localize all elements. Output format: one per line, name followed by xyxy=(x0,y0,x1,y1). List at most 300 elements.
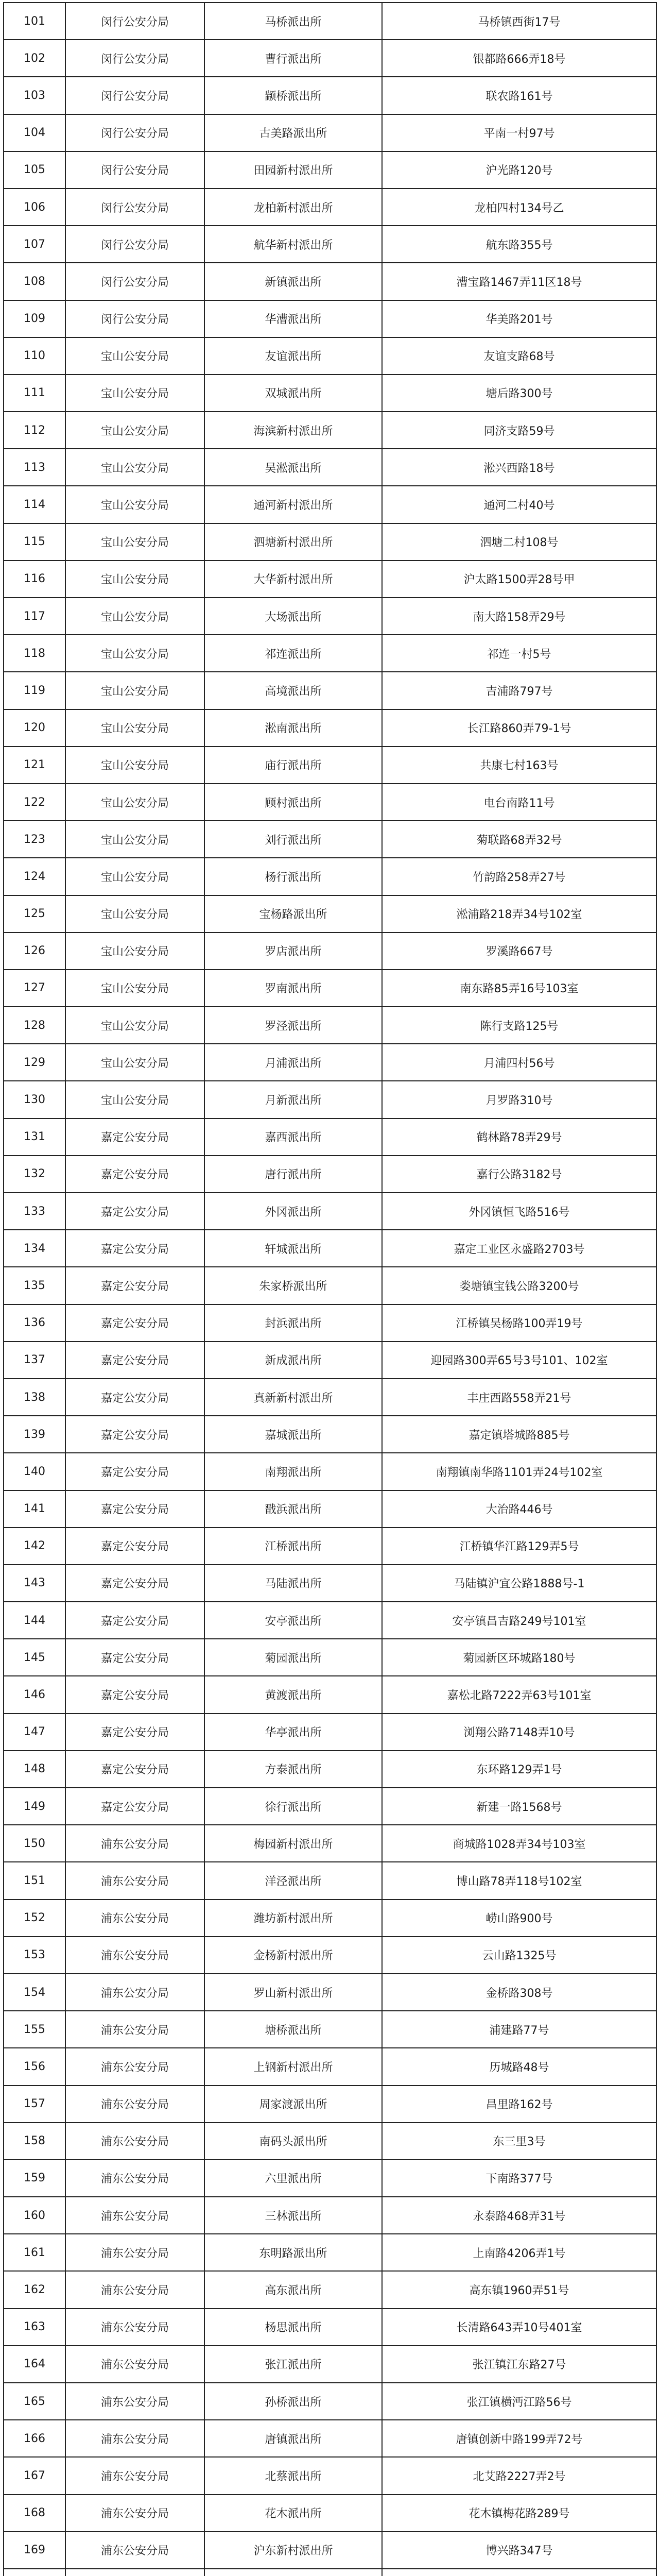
table-row xyxy=(4,1602,656,1639)
address-cell: 永泰路468弄31号 xyxy=(382,2197,656,2234)
row-number-cell: 147 xyxy=(4,1714,65,1751)
row-number-cell: 138 xyxy=(4,1379,65,1416)
bureau-cell: 宝山公安分局 xyxy=(65,784,204,821)
address-cell: 马陆镇沪宜公路1888号-1 xyxy=(382,1565,656,1602)
row-number-cell: 112 xyxy=(4,412,65,449)
address-cell: 外冈镇恒飞路516号 xyxy=(382,1193,656,1230)
address-cell xyxy=(382,2569,656,2576)
row-number-cell: 167 xyxy=(4,2457,65,2494)
station-cell: 华亭派出所 xyxy=(204,1714,382,1751)
address-cell: 花木镇梅花路289号 xyxy=(382,2495,656,2532)
station-cell: 梅园新村派出所 xyxy=(204,1825,382,1862)
address-cell: 航东路355号 xyxy=(382,226,656,263)
bureau-cell: 浦东公安分局 xyxy=(65,2346,204,2383)
bureau-cell: 嘉定公安分局 xyxy=(65,1193,204,1230)
table-row xyxy=(4,1714,656,1751)
table-row xyxy=(4,1156,656,1193)
bureau-cell: 浦东公安分局 xyxy=(65,2532,204,2569)
bureau-cell: 浦东公安分局 xyxy=(65,2457,204,2494)
station-cell: 周家渡派出所 xyxy=(204,2086,382,2123)
address-cell: 淞浦路218弄34号102室 xyxy=(382,895,656,933)
station-cell: 金杨新村派出所 xyxy=(204,1937,382,1974)
table-row xyxy=(4,2346,656,2383)
table-row xyxy=(4,709,656,747)
row-number-cell: 106 xyxy=(4,189,65,226)
table-row xyxy=(4,1379,656,1416)
station-cell: 曹行派出所 xyxy=(204,40,382,77)
table-row xyxy=(4,1937,656,1974)
station-cell: 庙行派出所 xyxy=(204,747,382,784)
table-row xyxy=(4,2495,656,2532)
table-row xyxy=(4,2457,656,2494)
station-cell: 马陆派出所 xyxy=(204,1565,382,1602)
row-number-cell: 114 xyxy=(4,486,65,523)
bureau-cell: 宝山公安分局 xyxy=(65,1044,204,1081)
station-cell: 江桥派出所 xyxy=(204,1528,382,1565)
row-number-cell: 123 xyxy=(4,821,65,858)
address-cell: 上南路4206弄1号 xyxy=(382,2234,656,2271)
table-row xyxy=(4,2234,656,2271)
bureau-cell: 嘉定公安分局 xyxy=(65,1714,204,1751)
address-cell: 嘉行公路3182号 xyxy=(382,1156,656,1193)
bureau-cell: 宝山公安分局 xyxy=(65,1007,204,1044)
row-number-cell: 116 xyxy=(4,561,65,598)
row-number-cell: 150 xyxy=(4,1825,65,1862)
address-cell: 漕宝路1467弄11区18号 xyxy=(382,263,656,300)
address-cell: 共康七村163号 xyxy=(382,747,656,784)
address-cell: 吉浦路797号 xyxy=(382,672,656,709)
bureau-cell: 浦东公安分局 xyxy=(65,1825,204,1862)
address-cell: 迎园路300弄65号3号101、102室 xyxy=(382,1342,656,1379)
row-number-cell: 108 xyxy=(4,263,65,300)
table-row xyxy=(4,2197,656,2234)
police-station-table xyxy=(3,2,657,2576)
station-cell: 通河新村派出所 xyxy=(204,486,382,523)
bureau-cell: 宝山公安分局 xyxy=(65,486,204,523)
table-row xyxy=(4,1342,656,1379)
bureau-cell: 嘉定公安分局 xyxy=(65,1565,204,1602)
row-number-cell: 109 xyxy=(4,300,65,337)
address-cell: 马桥镇西街17号 xyxy=(382,3,656,40)
table-row xyxy=(4,1007,656,1044)
station-cell: 淞南派出所 xyxy=(204,709,382,747)
bureau-cell: 嘉定公安分局 xyxy=(65,1788,204,1825)
address-cell: 同济支路59号 xyxy=(382,412,656,449)
address-cell: 张江镇横沔江路56号 xyxy=(382,2383,656,2420)
station-cell: 杨行派出所 xyxy=(204,858,382,895)
station-cell: 罗泾派出所 xyxy=(204,1007,382,1044)
bureau-cell: 浦东公安分局 xyxy=(65,2048,204,2085)
bureau-cell: 浦东公安分局 xyxy=(65,1900,204,1937)
row-number-cell: 156 xyxy=(4,2048,65,2085)
address-cell: 东三里3号 xyxy=(382,2123,656,2160)
row-number-cell: 139 xyxy=(4,1416,65,1453)
address-cell: 嘉定镇塔城路885号 xyxy=(382,1416,656,1453)
station-cell: 嘉城派出所 xyxy=(204,1416,382,1453)
bureau-cell: 闵行公安分局 xyxy=(65,77,204,114)
table-row xyxy=(4,263,656,300)
bureau-cell: 宝山公安分局 xyxy=(65,337,204,375)
row-number-cell: 144 xyxy=(4,1602,65,1639)
bureau-cell: 嘉定公安分局 xyxy=(65,1528,204,1565)
bureau-cell: 浦东公安分局 xyxy=(65,2123,204,2160)
bureau-cell: 嘉定公安分局 xyxy=(65,1416,204,1453)
address-cell: 嘉松北路7222弄63号101室 xyxy=(382,1676,656,1713)
station-cell: 戬浜派出所 xyxy=(204,1490,382,1528)
bureau-cell: 浦东公安分局 xyxy=(65,2197,204,2234)
bureau-cell: 宝山公安分局 xyxy=(65,970,204,1007)
row-number-cell: 136 xyxy=(4,1304,65,1342)
address-cell: 月罗路310号 xyxy=(382,1081,656,1118)
table-row xyxy=(4,300,656,337)
station-cell: 真新新村派出所 xyxy=(204,1379,382,1416)
table-row xyxy=(4,1825,656,1862)
bureau-cell: 闵行公安分局 xyxy=(65,263,204,300)
station-cell: 新镇派出所 xyxy=(204,263,382,300)
row-number-cell: 165 xyxy=(4,2383,65,2420)
address-cell: 塘后路300号 xyxy=(382,375,656,412)
station-cell: 大华新村派出所 xyxy=(204,561,382,598)
table-row xyxy=(4,77,656,114)
row-number-cell: 146 xyxy=(4,1676,65,1713)
bureau-cell: 宝山公安分局 xyxy=(65,747,204,784)
station-cell: 朱家桥派出所 xyxy=(204,1267,382,1304)
table-row xyxy=(4,2011,656,2048)
row-number-cell: 158 xyxy=(4,2123,65,2160)
bureau-cell: 浦东公安分局 xyxy=(65,2383,204,2420)
station-cell: 高东派出所 xyxy=(204,2271,382,2308)
table-row xyxy=(4,821,656,858)
bureau-cell: 宝山公安分局 xyxy=(65,1081,204,1118)
row-number-cell: 153 xyxy=(4,1937,65,1974)
address-cell: 张江镇江东路27号 xyxy=(382,2346,656,2383)
row-number-cell: 104 xyxy=(4,114,65,151)
table-row xyxy=(4,1193,656,1230)
row-number-cell: 145 xyxy=(4,1639,65,1676)
table-row xyxy=(4,1639,656,1676)
row-number-cell: 143 xyxy=(4,1565,65,1602)
row-number-cell: 107 xyxy=(4,226,65,263)
address-cell: 月浦四村56号 xyxy=(382,1044,656,1081)
table-row xyxy=(4,2160,656,2197)
row-number-cell: 162 xyxy=(4,2271,65,2308)
row-number-cell: 159 xyxy=(4,2160,65,2197)
station-cell: 封浜派出所 xyxy=(204,1304,382,1342)
station-cell: 航华新村派出所 xyxy=(204,226,382,263)
address-cell: 友谊支路68号 xyxy=(382,337,656,375)
table-row xyxy=(4,2420,656,2457)
table-row xyxy=(4,1862,656,1899)
address-cell: 新建一路1568号 xyxy=(382,1788,656,1825)
station-cell: 宝杨路派出所 xyxy=(204,895,382,933)
station-cell: 潍坊新村派出所 xyxy=(204,1900,382,1937)
bureau-cell: 浦东公安分局 xyxy=(65,2086,204,2123)
address-cell: 银都路666弄18号 xyxy=(382,40,656,77)
address-cell: 罗溪路667号 xyxy=(382,933,656,970)
table-row xyxy=(4,1304,656,1342)
address-cell: 昌里路162号 xyxy=(382,2086,656,2123)
station-cell: 月新派出所 xyxy=(204,1081,382,1118)
table-row xyxy=(4,2569,656,2576)
station-cell: 古美路派出所 xyxy=(204,114,382,151)
address-cell: 下南路377号 xyxy=(382,2160,656,2197)
bureau-cell: 嘉定公安分局 xyxy=(65,1230,204,1267)
row-number-cell: 128 xyxy=(4,1007,65,1044)
bureau-cell: 闵行公安分局 xyxy=(65,114,204,151)
bureau-cell: 浦东公安分局 xyxy=(65,2420,204,2457)
station-cell: 大场派出所 xyxy=(204,598,382,635)
bureau-cell: 闵行公安分局 xyxy=(65,226,204,263)
station-cell: 友谊派出所 xyxy=(204,337,382,375)
table-row xyxy=(4,412,656,449)
address-cell: 云山路1325号 xyxy=(382,1937,656,1974)
address-cell: 泗塘二村108号 xyxy=(382,523,656,561)
address-cell: 浦建路77号 xyxy=(382,2011,656,2048)
table-body xyxy=(4,3,656,2576)
row-number-cell: 168 xyxy=(4,2495,65,2532)
bureau-cell: 嘉定公安分局 xyxy=(65,1751,204,1788)
row-number-cell: 102 xyxy=(4,40,65,77)
row-number-cell: 124 xyxy=(4,858,65,895)
bureau-cell: 宝山公安分局 xyxy=(65,895,204,933)
station-cell: 黄渡派出所 xyxy=(204,1676,382,1713)
address-cell: 历城路48号 xyxy=(382,2048,656,2085)
table-row xyxy=(4,635,656,672)
row-number-cell xyxy=(4,2569,65,2576)
bureau-cell: 闵行公安分局 xyxy=(65,40,204,77)
address-cell: 江桥镇吴杨路100弄19号 xyxy=(382,1304,656,1342)
station-cell: 月浦派出所 xyxy=(204,1044,382,1081)
row-number-cell: 101 xyxy=(4,3,65,40)
station-cell: 罗店派出所 xyxy=(204,933,382,970)
address-cell: 博兴路347号 xyxy=(382,2532,656,2569)
bureau-cell: 浦东公安分局 xyxy=(65,1862,204,1899)
station-cell: 东明路派出所 xyxy=(204,2234,382,2271)
table-row xyxy=(4,1490,656,1528)
station-cell: 马桥派出所 xyxy=(204,3,382,40)
bureau-cell: 宝山公安分局 xyxy=(65,709,204,747)
address-cell: 唐镇创新中路199弄72号 xyxy=(382,2420,656,2457)
bureau-cell: 嘉定公安分局 xyxy=(65,1453,204,1490)
address-cell: 娄塘镇宝钱公路3200号 xyxy=(382,1267,656,1304)
bureau-cell: 闵行公安分局 xyxy=(65,189,204,226)
row-number-cell: 140 xyxy=(4,1453,65,1490)
bureau-cell: 嘉定公安分局 xyxy=(65,1676,204,1713)
table-row xyxy=(4,2048,656,2085)
table-row xyxy=(4,1974,656,2011)
station-cell: 洋泾派出所 xyxy=(204,1862,382,1899)
table-row xyxy=(4,114,656,151)
table-row xyxy=(4,598,656,635)
table-row xyxy=(4,375,656,412)
row-number-cell: 154 xyxy=(4,1974,65,2011)
bureau-cell xyxy=(65,2569,204,2576)
bureau-cell: 浦东公安分局 xyxy=(65,2011,204,2048)
table-row xyxy=(4,1118,656,1156)
address-cell: 祁连一村5号 xyxy=(382,635,656,672)
station-cell: 顾村派出所 xyxy=(204,784,382,821)
station-cell: 高境派出所 xyxy=(204,672,382,709)
station-cell: 泗塘新村派出所 xyxy=(204,523,382,561)
station-cell: 嘉西派出所 xyxy=(204,1118,382,1156)
station-cell: 六里派出所 xyxy=(204,2160,382,2197)
bureau-cell: 浦东公安分局 xyxy=(65,2234,204,2271)
table-row xyxy=(4,1565,656,1602)
bureau-cell: 闵行公安分局 xyxy=(65,151,204,189)
table-row xyxy=(4,1751,656,1788)
table-row xyxy=(4,970,656,1007)
table-row xyxy=(4,226,656,263)
table-row xyxy=(4,1267,656,1304)
bureau-cell: 宝山公安分局 xyxy=(65,933,204,970)
row-number-cell: 129 xyxy=(4,1044,65,1081)
station-cell: 花木派出所 xyxy=(204,2495,382,2532)
station-cell: 唐镇派出所 xyxy=(204,2420,382,2457)
bureau-cell: 闵行公安分局 xyxy=(65,3,204,40)
address-cell: 菊园新区环城路180号 xyxy=(382,1639,656,1676)
bureau-cell: 嘉定公安分局 xyxy=(65,1490,204,1528)
station-cell: 北蔡派出所 xyxy=(204,2457,382,2494)
table-row xyxy=(4,449,656,486)
station-cell: 华漕派出所 xyxy=(204,300,382,337)
table-row xyxy=(4,523,656,561)
station-cell: 三林派出所 xyxy=(204,2197,382,2234)
table-row xyxy=(4,3,656,40)
address-cell: 菊联路68弄32号 xyxy=(382,821,656,858)
station-cell: 菊园派出所 xyxy=(204,1639,382,1676)
station-cell: 吴淞派出所 xyxy=(204,449,382,486)
address-cell: 平南一村97号 xyxy=(382,114,656,151)
bureau-cell: 浦东公安分局 xyxy=(65,2309,204,2346)
bureau-cell: 浦东公安分局 xyxy=(65,2495,204,2532)
row-number-cell: 131 xyxy=(4,1118,65,1156)
bureau-cell: 嘉定公安分局 xyxy=(65,1342,204,1379)
bureau-cell: 宝山公安分局 xyxy=(65,412,204,449)
row-number-cell: 130 xyxy=(4,1081,65,1118)
station-cell xyxy=(204,2569,382,2576)
station-cell: 沪东新村派出所 xyxy=(204,2532,382,2569)
row-number-cell: 152 xyxy=(4,1900,65,1937)
table-row xyxy=(4,747,656,784)
table-row xyxy=(4,2309,656,2346)
row-number-cell: 151 xyxy=(4,1862,65,1899)
address-cell: 长清路643弄10号401室 xyxy=(382,2309,656,2346)
station-cell: 龙柏新村派出所 xyxy=(204,189,382,226)
table-row xyxy=(4,1453,656,1490)
station-cell: 罗山新村派出所 xyxy=(204,1974,382,2011)
row-number-cell: 113 xyxy=(4,449,65,486)
station-cell: 南码头派出所 xyxy=(204,2123,382,2160)
address-cell: 沪光路120号 xyxy=(382,151,656,189)
bureau-cell: 嘉定公安分局 xyxy=(65,1304,204,1342)
bureau-cell: 嘉定公安分局 xyxy=(65,1267,204,1304)
address-cell: 浏翔公路7148弄10号 xyxy=(382,1714,656,1751)
row-number-cell: 169 xyxy=(4,2532,65,2569)
table-row xyxy=(4,337,656,375)
row-number-cell: 134 xyxy=(4,1230,65,1267)
row-number-cell: 142 xyxy=(4,1528,65,1565)
bureau-cell: 嘉定公安分局 xyxy=(65,1602,204,1639)
address-cell: 陈行支路125号 xyxy=(382,1007,656,1044)
station-cell: 方泰派出所 xyxy=(204,1751,382,1788)
station-cell: 唐行派出所 xyxy=(204,1156,382,1193)
table-row xyxy=(4,2123,656,2160)
address-cell: 南东路85弄16号103室 xyxy=(382,970,656,1007)
table-row xyxy=(4,2271,656,2308)
address-cell: 商城路1028弄34号103室 xyxy=(382,1825,656,1862)
row-number-cell: 115 xyxy=(4,523,65,561)
row-number-cell: 110 xyxy=(4,337,65,375)
bureau-cell: 浦东公安分局 xyxy=(65,2160,204,2197)
bureau-cell: 嘉定公安分局 xyxy=(65,1156,204,1193)
station-cell: 上钢新村派出所 xyxy=(204,2048,382,2085)
table-row xyxy=(4,189,656,226)
table-row xyxy=(4,2532,656,2569)
row-number-cell: 164 xyxy=(4,2346,65,2383)
address-cell: 长江路860弄79-1号 xyxy=(382,709,656,747)
address-cell: 电台南路11号 xyxy=(382,784,656,821)
table-row xyxy=(4,895,656,933)
table-row xyxy=(4,672,656,709)
table-row xyxy=(4,1081,656,1118)
row-number-cell: 119 xyxy=(4,672,65,709)
station-cell: 田园新村派出所 xyxy=(204,151,382,189)
table-row xyxy=(4,561,656,598)
row-number-cell: 133 xyxy=(4,1193,65,1230)
bureau-cell: 宝山公安分局 xyxy=(65,375,204,412)
bureau-cell: 嘉定公安分局 xyxy=(65,1639,204,1676)
row-number-cell: 105 xyxy=(4,151,65,189)
address-cell: 金桥路308号 xyxy=(382,1974,656,2011)
bureau-cell: 宝山公安分局 xyxy=(65,523,204,561)
address-cell: 南翔镇南华路1101弄24号102室 xyxy=(382,1453,656,1490)
table-row xyxy=(4,1788,656,1825)
address-cell: 通河二村40号 xyxy=(382,486,656,523)
row-number-cell: 126 xyxy=(4,933,65,970)
bureau-cell: 宝山公安分局 xyxy=(65,858,204,895)
row-number-cell: 111 xyxy=(4,375,65,412)
bureau-cell: 嘉定公安分局 xyxy=(65,1379,204,1416)
row-number-cell: 161 xyxy=(4,2234,65,2271)
station-cell: 外冈派出所 xyxy=(204,1193,382,1230)
row-number-cell: 141 xyxy=(4,1490,65,1528)
row-number-cell: 135 xyxy=(4,1267,65,1304)
row-number-cell: 149 xyxy=(4,1788,65,1825)
row-number-cell: 157 xyxy=(4,2086,65,2123)
bureau-cell: 嘉定公安分局 xyxy=(65,1118,204,1156)
station-cell: 海滨新村派出所 xyxy=(204,412,382,449)
bureau-cell: 宝山公安分局 xyxy=(65,561,204,598)
station-cell: 双城派出所 xyxy=(204,375,382,412)
address-cell: 东环路129弄1号 xyxy=(382,1751,656,1788)
station-cell: 安亭派出所 xyxy=(204,1602,382,1639)
table-row xyxy=(4,1676,656,1713)
row-number-cell: 125 xyxy=(4,895,65,933)
address-cell: 崂山路900号 xyxy=(382,1900,656,1937)
station-cell: 张江派出所 xyxy=(204,2346,382,2383)
bureau-cell: 浦东公安分局 xyxy=(65,1974,204,2011)
address-cell: 北艾路2227弄2号 xyxy=(382,2457,656,2494)
row-number-cell: 117 xyxy=(4,598,65,635)
row-number-cell: 148 xyxy=(4,1751,65,1788)
row-number-cell: 163 xyxy=(4,2309,65,2346)
table-row xyxy=(4,1900,656,1937)
address-cell: 江桥镇华江路129弄5号 xyxy=(382,1528,656,1565)
station-cell: 刘行派出所 xyxy=(204,821,382,858)
table-row xyxy=(4,858,656,895)
row-number-cell: 166 xyxy=(4,2420,65,2457)
address-cell: 联农路161号 xyxy=(382,77,656,114)
